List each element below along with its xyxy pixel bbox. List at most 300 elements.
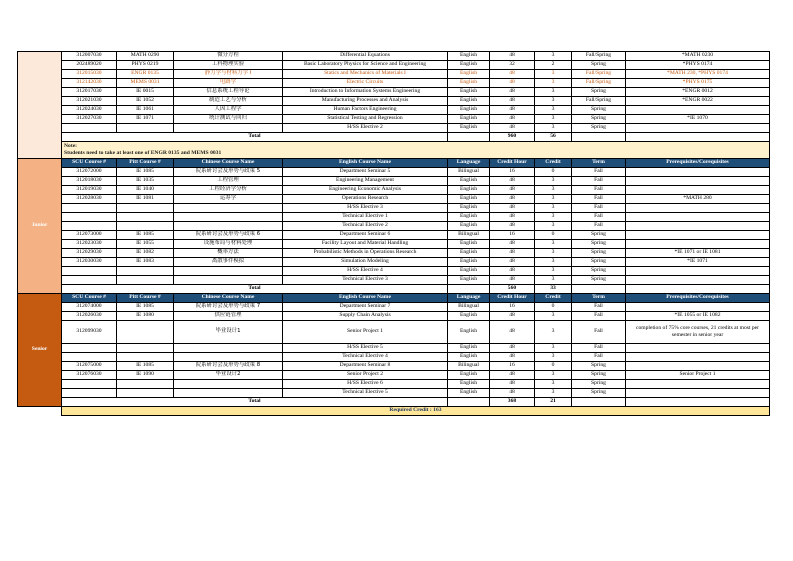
credit-hour-cell: 48 bbox=[490, 344, 535, 353]
term-cell: Fall bbox=[572, 344, 626, 353]
scu-course-cell bbox=[62, 222, 117, 231]
total-credits: 21 bbox=[535, 398, 572, 407]
scu-course-cell: 312021030 bbox=[62, 97, 117, 106]
total-credits: 33 bbox=[535, 285, 572, 294]
pitt-course-cell: ENGR 0135 bbox=[117, 70, 174, 79]
credit-hour-cell: 48 bbox=[490, 380, 535, 389]
language-cell: English bbox=[448, 371, 490, 380]
english-name-cell: Facility Layout and Material Handling bbox=[283, 240, 448, 249]
column-header: Language bbox=[448, 159, 490, 168]
table-row bbox=[18, 249, 770, 258]
chinese-name-cell: 概率方法 bbox=[174, 249, 283, 258]
language-cell: English bbox=[448, 79, 490, 88]
prereq-cell bbox=[626, 240, 770, 249]
english-name-cell: Senior Project 1 bbox=[283, 321, 448, 344]
chinese-name-cell: 信息系统工程导论 bbox=[174, 88, 283, 97]
column-header: Language bbox=[448, 294, 490, 303]
table-row bbox=[18, 389, 770, 398]
table-row bbox=[18, 88, 770, 97]
credit-cell: 3 bbox=[535, 249, 572, 258]
scu-course-cell bbox=[62, 344, 117, 353]
language-cell: English bbox=[448, 380, 490, 389]
pitt-course-cell bbox=[117, 380, 174, 389]
pitt-course-cell: IE 1083 bbox=[117, 258, 174, 267]
english-name-cell: Technical Elective 2 bbox=[283, 222, 448, 231]
pitt-course-cell: IE 1090 bbox=[117, 371, 174, 380]
language-cell: English bbox=[448, 213, 490, 222]
language-cell: Bilingual bbox=[448, 231, 490, 240]
total-term-cell bbox=[572, 285, 626, 294]
chinese-name-cell: 制造工艺与分析 bbox=[174, 97, 283, 106]
prereq-cell bbox=[626, 344, 770, 353]
english-name-cell: Technical Elective 3 bbox=[283, 276, 448, 285]
table-row bbox=[18, 124, 770, 133]
credit-cell: 3 bbox=[535, 380, 572, 389]
total-language-cell bbox=[448, 398, 490, 407]
scu-course-cell: 312028030 bbox=[62, 195, 117, 204]
scu-course-cell: 312018030 bbox=[62, 177, 117, 186]
pitt-course-cell: IE 1081 bbox=[117, 195, 174, 204]
total-row bbox=[18, 398, 770, 407]
language-cell: English bbox=[448, 240, 490, 249]
language-cell: English bbox=[448, 276, 490, 285]
credit-cell: 0 bbox=[535, 303, 572, 312]
credit-hour-cell: 48 bbox=[490, 70, 535, 79]
column-header: Pitt Course # bbox=[117, 294, 174, 303]
scu-course-cell bbox=[62, 213, 117, 222]
total-credit-hours: 368 bbox=[490, 398, 535, 407]
english-name-cell: H/SS Elective 5 bbox=[283, 344, 448, 353]
credit-hour-cell: 48 bbox=[490, 353, 535, 362]
total-prereq-cell bbox=[626, 133, 770, 142]
scu-course-cell: 312007030 bbox=[62, 52, 117, 61]
total-term-cell bbox=[572, 133, 626, 142]
year-label bbox=[18, 52, 62, 159]
credit-cell: 3 bbox=[535, 276, 572, 285]
scu-course-cell: 312015030 bbox=[62, 70, 117, 79]
credit-hour-cell: 48 bbox=[490, 258, 535, 267]
language-cell: English bbox=[448, 177, 490, 186]
prereq-cell bbox=[626, 267, 770, 276]
chinese-name-cell bbox=[174, 222, 283, 231]
english-name-cell: H/SS Elective 4 bbox=[283, 267, 448, 276]
prereq-cell: *IE 1070 bbox=[626, 115, 770, 124]
english-name-cell: Introduction to Information Systems Engineering bbox=[283, 88, 448, 97]
column-header: Term bbox=[572, 294, 626, 303]
pitt-course-cell bbox=[117, 353, 174, 362]
pitt-course-cell: IE 1061 bbox=[117, 106, 174, 115]
credit-cell: 3 bbox=[535, 70, 572, 79]
term-cell: Spring bbox=[572, 231, 626, 240]
table-row bbox=[18, 61, 770, 70]
term-cell: Spring bbox=[572, 258, 626, 267]
english-name-cell: Simulation Modeling bbox=[283, 258, 448, 267]
credit-hour-cell: 48 bbox=[490, 195, 535, 204]
credit-cell: 3 bbox=[535, 353, 572, 362]
scu-course-cell: 312074000 bbox=[62, 303, 117, 312]
required-credit-label: Required Credit : 163 bbox=[62, 407, 770, 416]
term-cell: Spring bbox=[572, 88, 626, 97]
prereq-cell: *ENGR 0022 bbox=[626, 97, 770, 106]
term-cell: Fall/Spring bbox=[572, 79, 626, 88]
total-term-cell bbox=[572, 398, 626, 407]
term-cell: Fall bbox=[572, 204, 626, 213]
column-header-row bbox=[18, 294, 770, 303]
chinese-name-cell bbox=[174, 213, 283, 222]
table-row bbox=[18, 222, 770, 231]
pitt-course-cell: IE 1085 bbox=[117, 303, 174, 312]
pitt-course-cell: IE 1080 bbox=[117, 312, 174, 321]
table-row bbox=[18, 353, 770, 362]
credit-cell: 3 bbox=[535, 177, 572, 186]
english-name-cell: Department Seminar 7 bbox=[283, 303, 448, 312]
chinese-name-cell: 统计测试与回归 bbox=[174, 115, 283, 124]
credit-hour-cell: 16 bbox=[490, 362, 535, 371]
table-row bbox=[18, 240, 770, 249]
scu-course-cell: 312075000 bbox=[62, 362, 117, 371]
credit-hour-cell: 48 bbox=[490, 321, 535, 344]
column-header: SCU Course # bbox=[62, 294, 117, 303]
english-name-cell: Technical Elective 5 bbox=[283, 389, 448, 398]
chinese-name-cell: 毕业设计1 bbox=[174, 321, 283, 344]
prereq-cell bbox=[626, 213, 770, 222]
prereq-cell: *IE 1071 bbox=[626, 258, 770, 267]
pitt-course-cell: IE 1035 bbox=[117, 177, 174, 186]
table-row bbox=[18, 303, 770, 312]
column-header: Pitt Course # bbox=[117, 159, 174, 168]
english-name-cell: Senior Project 2 bbox=[283, 371, 448, 380]
chinese-name-cell: 工科物理实验 bbox=[174, 61, 283, 70]
total-label: Total bbox=[62, 133, 448, 142]
total-prereq-cell bbox=[626, 398, 770, 407]
pitt-course-cell bbox=[117, 222, 174, 231]
credit-cell: 3 bbox=[535, 267, 572, 276]
english-name-cell: H/SS Elective 2 bbox=[283, 124, 448, 133]
credit-cell: 3 bbox=[535, 321, 572, 344]
english-name-cell: H/SS Elective 3 bbox=[283, 204, 448, 213]
scu-course-cell: 312017030 bbox=[62, 88, 117, 97]
total-credits: 56 bbox=[535, 133, 572, 142]
scu-course-cell bbox=[62, 389, 117, 398]
credit-cell: 0 bbox=[535, 168, 572, 177]
chinese-name-cell: 离散事件模拟 bbox=[174, 258, 283, 267]
prereq-cell bbox=[626, 124, 770, 133]
column-header: English Course Name bbox=[283, 294, 448, 303]
english-name-cell: Differential Equations bbox=[283, 52, 448, 61]
credit-hour-cell: 48 bbox=[490, 115, 535, 124]
pitt-course-cell: MATH 0290 bbox=[117, 52, 174, 61]
term-cell: Spring bbox=[572, 249, 626, 258]
credit-cell: 3 bbox=[535, 371, 572, 380]
english-name-cell: Operations Research bbox=[283, 195, 448, 204]
term-cell: Fall bbox=[572, 168, 626, 177]
required-credit-spacer bbox=[18, 407, 62, 416]
english-name-cell: Engineering Management bbox=[283, 177, 448, 186]
total-language-cell bbox=[448, 133, 490, 142]
term-cell: Spring bbox=[572, 389, 626, 398]
pitt-course-cell: IE 1085 bbox=[117, 168, 174, 177]
total-credit-hours: 560 bbox=[490, 285, 535, 294]
english-name-cell: H/SS Elective 6 bbox=[283, 380, 448, 389]
pitt-course-cell bbox=[117, 344, 174, 353]
table-row bbox=[18, 276, 770, 285]
prereq-cell bbox=[626, 222, 770, 231]
language-cell: English bbox=[448, 389, 490, 398]
term-cell: Spring bbox=[572, 362, 626, 371]
language-cell: English bbox=[448, 61, 490, 70]
term-cell: Fall bbox=[572, 321, 626, 344]
language-cell: English bbox=[448, 249, 490, 258]
prereq-cell bbox=[626, 362, 770, 371]
term-cell: Spring bbox=[572, 267, 626, 276]
chinese-name-cell: 毕业设计2 bbox=[174, 371, 283, 380]
pitt-course-cell bbox=[117, 321, 174, 344]
term-cell: Spring bbox=[572, 380, 626, 389]
note-row bbox=[18, 142, 770, 159]
table-row bbox=[18, 267, 770, 276]
credit-hour-cell: 48 bbox=[490, 52, 535, 61]
pitt-course-cell: PHYS 0219 bbox=[117, 61, 174, 70]
credit-cell: 3 bbox=[535, 204, 572, 213]
total-row bbox=[18, 285, 770, 294]
table-row bbox=[18, 106, 770, 115]
credit-cell: 3 bbox=[535, 195, 572, 204]
scu-course-cell: 312099030 bbox=[62, 321, 117, 344]
table-row bbox=[18, 195, 770, 204]
credit-hour-cell: 48 bbox=[490, 106, 535, 115]
chinese-name-cell: 微分方程 bbox=[174, 52, 283, 61]
note-text: Note: Students need to take at least one of ENGR 0135 and MEMS 0031 bbox=[62, 142, 770, 159]
prereq-cell bbox=[626, 168, 770, 177]
prereq-cell: *PHYS 0174 bbox=[626, 61, 770, 70]
english-name-cell: Department Seminar 6 bbox=[283, 231, 448, 240]
pitt-course-cell: MEMS 0031 bbox=[117, 79, 174, 88]
prereq-cell: completion of 75% core courses, 21 credits at most per semester in senior year bbox=[626, 321, 770, 344]
table-row bbox=[18, 52, 770, 61]
scu-course-cell: 202489020 bbox=[62, 61, 117, 70]
pitt-course-cell: IE 0015 bbox=[117, 88, 174, 97]
total-credit-hours: 960 bbox=[490, 133, 535, 142]
english-name-cell: Basic Laboratory Physics for Science and Engineering bbox=[283, 61, 448, 70]
chinese-name-cell: 院系研讨会及形势与政策 5 bbox=[174, 168, 283, 177]
credit-cell: 0 bbox=[535, 231, 572, 240]
scu-course-cell: 312027030 bbox=[62, 115, 117, 124]
term-cell: Fall bbox=[572, 186, 626, 195]
table-row bbox=[18, 204, 770, 213]
term-cell: Spring bbox=[572, 115, 626, 124]
pitt-course-cell bbox=[117, 204, 174, 213]
credit-cell: 3 bbox=[535, 106, 572, 115]
scu-course-cell: 312073000 bbox=[62, 231, 117, 240]
prereq-cell bbox=[626, 389, 770, 398]
term-cell: Spring bbox=[572, 61, 626, 70]
term-cell: Spring bbox=[572, 371, 626, 380]
term-cell: Spring bbox=[572, 276, 626, 285]
term-cell: Fall/Spring bbox=[572, 70, 626, 79]
credit-cell: 3 bbox=[535, 186, 572, 195]
language-cell: Bilingual bbox=[448, 168, 490, 177]
credit-cell: 3 bbox=[535, 222, 572, 231]
chinese-name-cell: 院系研讨会及形势与政策 8 bbox=[174, 362, 283, 371]
scu-course-cell bbox=[62, 353, 117, 362]
table-row bbox=[18, 177, 770, 186]
pitt-course-cell: IE 1055 bbox=[117, 240, 174, 249]
credit-cell: 3 bbox=[535, 124, 572, 133]
credit-hour-cell: 16 bbox=[490, 303, 535, 312]
prereq-cell: *PHYS 0175 bbox=[626, 79, 770, 88]
language-cell: English bbox=[448, 88, 490, 97]
prereq-cell: *IE 1055 or IE 1082 bbox=[626, 312, 770, 321]
language-cell: Bilingual bbox=[448, 303, 490, 312]
year-label: Junior bbox=[18, 159, 62, 294]
language-cell: English bbox=[448, 344, 490, 353]
pitt-course-cell bbox=[117, 389, 174, 398]
scu-course-cell: 312029030 bbox=[62, 249, 117, 258]
scu-course-cell bbox=[62, 204, 117, 213]
scu-course-cell: 312072000 bbox=[62, 168, 117, 177]
credit-hour-cell: 48 bbox=[490, 88, 535, 97]
prereq-cell bbox=[626, 380, 770, 389]
scu-course-cell bbox=[62, 124, 117, 133]
chinese-name-cell: 院系研讨会及形势与政策 6 bbox=[174, 231, 283, 240]
scu-course-cell bbox=[62, 267, 117, 276]
column-header: Prerequisites/Corequisites bbox=[626, 159, 770, 168]
prereq-cell: *IE 1071 or IE 1081 bbox=[626, 249, 770, 258]
chinese-name-cell: 电路学 bbox=[174, 79, 283, 88]
scu-course-cell: 312019030 bbox=[62, 186, 117, 195]
column-header: Prerequisites/Corequisites bbox=[626, 294, 770, 303]
chinese-name-cell: 设施布局与材料处理 bbox=[174, 240, 283, 249]
credit-hour-cell: 48 bbox=[490, 371, 535, 380]
pitt-course-cell: IE 1071 bbox=[117, 115, 174, 124]
chinese-name-cell: 工程经济学分析 bbox=[174, 186, 283, 195]
scu-course-cell bbox=[62, 380, 117, 389]
pitt-course-cell: IE 1052 bbox=[117, 97, 174, 106]
english-name-cell: Department Seminar 8 bbox=[283, 362, 448, 371]
pitt-course-cell: IE 1040 bbox=[117, 186, 174, 195]
table-row bbox=[18, 79, 770, 88]
column-header: Credit bbox=[535, 159, 572, 168]
required-credit-row bbox=[18, 407, 770, 416]
credit-hour-cell: 48 bbox=[490, 204, 535, 213]
term-cell: Fall/Spring bbox=[572, 97, 626, 106]
chinese-name-cell bbox=[174, 389, 283, 398]
column-header: English Course Name bbox=[283, 159, 448, 168]
term-cell: Fall bbox=[572, 353, 626, 362]
column-header: Credit Hour bbox=[490, 159, 535, 168]
credit-cell: 3 bbox=[535, 52, 572, 61]
chinese-name-cell: 供应链管理 bbox=[174, 312, 283, 321]
chinese-name-cell: 人因工程学 bbox=[174, 106, 283, 115]
table-row bbox=[18, 115, 770, 124]
chinese-name-cell: 院系研讨会及形势与政策 7 bbox=[174, 303, 283, 312]
credit-cell: 0 bbox=[535, 362, 572, 371]
scu-course-cell: 312030030 bbox=[62, 258, 117, 267]
prereq-cell: *MATH 230, *PHYS 0174 bbox=[626, 70, 770, 79]
table-row bbox=[18, 362, 770, 371]
column-header: SCU Course # bbox=[62, 159, 117, 168]
scu-course-cell: 312026030 bbox=[62, 312, 117, 321]
credit-hour-cell: 48 bbox=[490, 213, 535, 222]
language-cell: English bbox=[448, 106, 490, 115]
language-cell: English bbox=[448, 52, 490, 61]
prereq-cell bbox=[626, 204, 770, 213]
credit-hour-cell: 48 bbox=[490, 312, 535, 321]
prereq-cell bbox=[626, 186, 770, 195]
language-cell: English bbox=[448, 312, 490, 321]
credit-cell: 3 bbox=[535, 240, 572, 249]
language-cell: English bbox=[448, 267, 490, 276]
chinese-name-cell bbox=[174, 267, 283, 276]
language-cell: English bbox=[448, 70, 490, 79]
language-cell: English bbox=[448, 321, 490, 344]
english-name-cell: Electric Circuits bbox=[283, 79, 448, 88]
column-header: Chinese Course Name bbox=[174, 294, 283, 303]
curriculum-table bbox=[17, 51, 770, 416]
credit-cell: 3 bbox=[535, 213, 572, 222]
pitt-course-cell: IE 1085 bbox=[117, 362, 174, 371]
table-row bbox=[18, 186, 770, 195]
pitt-course-cell bbox=[117, 267, 174, 276]
scu-course-cell: 312142030 bbox=[62, 79, 117, 88]
prereq-cell: Senior Project 1 bbox=[626, 371, 770, 380]
prereq-cell bbox=[626, 177, 770, 186]
credit-cell: 2 bbox=[535, 61, 572, 70]
language-cell: English bbox=[448, 353, 490, 362]
credit-hour-cell: 16 bbox=[490, 231, 535, 240]
english-name-cell: Statistical Testing and Regression bbox=[283, 115, 448, 124]
curriculum-sheet bbox=[17, 51, 769, 416]
prereq-cell bbox=[626, 106, 770, 115]
chinese-name-cell bbox=[174, 124, 283, 133]
credit-hour-cell: 32 bbox=[490, 61, 535, 70]
table-row bbox=[18, 258, 770, 267]
credit-hour-cell: 48 bbox=[490, 249, 535, 258]
scu-course-cell bbox=[62, 276, 117, 285]
credit-hour-cell: 48 bbox=[490, 186, 535, 195]
column-header: Term bbox=[572, 159, 626, 168]
credit-hour-cell: 48 bbox=[490, 79, 535, 88]
language-cell: English bbox=[448, 124, 490, 133]
credit-hour-cell: 48 bbox=[490, 222, 535, 231]
credit-cell: 3 bbox=[535, 115, 572, 124]
column-header: Credit bbox=[535, 294, 572, 303]
english-name-cell: Human Factors Engineering bbox=[283, 106, 448, 115]
table-row bbox=[18, 213, 770, 222]
term-cell: Fall/Spring bbox=[572, 52, 626, 61]
prereq-cell: *ENGR 0012 bbox=[626, 88, 770, 97]
english-name-cell: Technical Elective 1 bbox=[283, 213, 448, 222]
language-cell: Bilingual bbox=[448, 362, 490, 371]
column-header-row bbox=[18, 159, 770, 168]
term-cell: Spring bbox=[572, 124, 626, 133]
table-row bbox=[18, 97, 770, 106]
english-name-cell: Department Seminar 5 bbox=[283, 168, 448, 177]
term-cell: Fall bbox=[572, 177, 626, 186]
table-row bbox=[18, 231, 770, 240]
credit-hour-cell: 48 bbox=[490, 177, 535, 186]
prereq-cell: *MATH 0230 bbox=[626, 52, 770, 61]
table-row bbox=[18, 312, 770, 321]
credit-hour-cell: 48 bbox=[490, 124, 535, 133]
pitt-course-cell: IE 1082 bbox=[117, 249, 174, 258]
pitt-course-cell: IE 1085 bbox=[117, 231, 174, 240]
chinese-name-cell bbox=[174, 204, 283, 213]
term-cell: Fall bbox=[572, 303, 626, 312]
credit-cell: 3 bbox=[535, 344, 572, 353]
chinese-name-cell: 静力学与材料力学 I bbox=[174, 70, 283, 79]
english-name-cell: Probabilistic Methods in Operations Research bbox=[283, 249, 448, 258]
